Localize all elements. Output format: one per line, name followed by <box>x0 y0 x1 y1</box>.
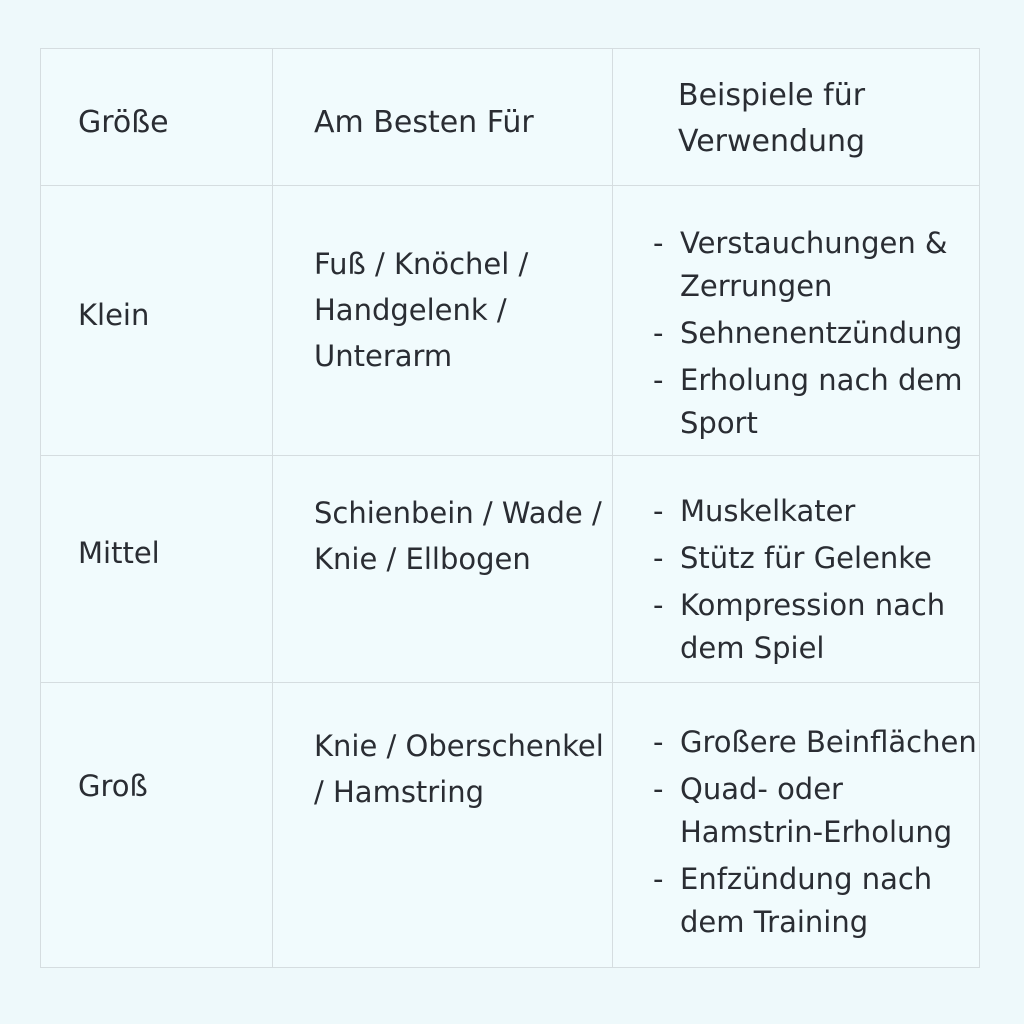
table-row-klein-examples-cell <box>613 186 979 456</box>
example-text: Kompression nach dem Spiel <box>680 588 946 665</box>
list-item <box>653 359 983 445</box>
bullet-dash: - <box>653 725 664 759</box>
list-item <box>653 312 983 355</box>
bullet-dash: - <box>653 494 664 528</box>
example-text: Quad- oder Hamstrin-Erholung <box>680 772 953 849</box>
list-item <box>653 858 983 944</box>
list-item <box>653 768 983 854</box>
size-label: Groß <box>78 769 148 803</box>
size-label: Mittel <box>78 536 160 570</box>
bullet-dash: - <box>653 772 664 806</box>
table-row-mittel-best-for-cell <box>273 456 613 683</box>
bullet-dash: - <box>653 226 664 260</box>
bullet-dash: - <box>653 588 664 622</box>
best-for-text: Knie / Oberschenkel / Hamstring <box>314 729 604 809</box>
example-text: Erholung nach dem Sport <box>680 363 963 440</box>
list-item <box>653 584 983 670</box>
best-for-text: Schienbein / Wade / Knie / Ellbogen <box>314 496 602 576</box>
example-text: Stütz für Gelenke <box>680 541 932 575</box>
example-text: Großere Beinflächen <box>680 725 977 759</box>
examples-list <box>653 222 983 449</box>
list-item <box>653 490 983 533</box>
header-cell-examples <box>613 49 979 186</box>
size-label: Klein <box>78 298 150 332</box>
example-text: Sehnenentzündung <box>680 316 963 350</box>
table-grid <box>41 49 979 967</box>
examples-list <box>653 721 983 948</box>
bullet-dash: - <box>653 316 664 350</box>
bullet-dash: - <box>653 541 664 575</box>
examples-list <box>653 490 983 674</box>
bullet-dash: - <box>653 862 664 896</box>
example-text: Enfzündung nach dem Training <box>680 862 933 939</box>
table-row-klein-size-cell <box>41 186 273 456</box>
header-best-for: Am Besten Für <box>314 105 534 140</box>
list-item <box>653 537 983 580</box>
table-row-gross-examples-cell <box>613 683 979 967</box>
table-row-gross-size-cell <box>41 683 273 967</box>
header-size: Größe <box>78 105 169 140</box>
bullet-dash: - <box>653 363 664 397</box>
example-text: Verstauchungen & Zerrungen <box>680 226 948 303</box>
list-item <box>653 222 983 308</box>
table-row-gross-best-for-cell <box>273 683 613 967</box>
example-text: Muskelkater <box>680 494 856 528</box>
header-cell-best-for <box>273 49 613 186</box>
table-row-mittel-size-cell <box>41 456 273 683</box>
header-examples: Beispiele für Verwendung <box>678 78 866 159</box>
table-row-klein-best-for-cell <box>273 186 613 456</box>
size-guide-table <box>40 48 980 968</box>
header-cell-size <box>41 49 273 186</box>
list-item <box>653 721 983 764</box>
best-for-text: Fuß / Knöchel / Handgelenk / Unterarm <box>314 247 529 373</box>
table-row-mittel-examples-cell <box>613 456 979 683</box>
